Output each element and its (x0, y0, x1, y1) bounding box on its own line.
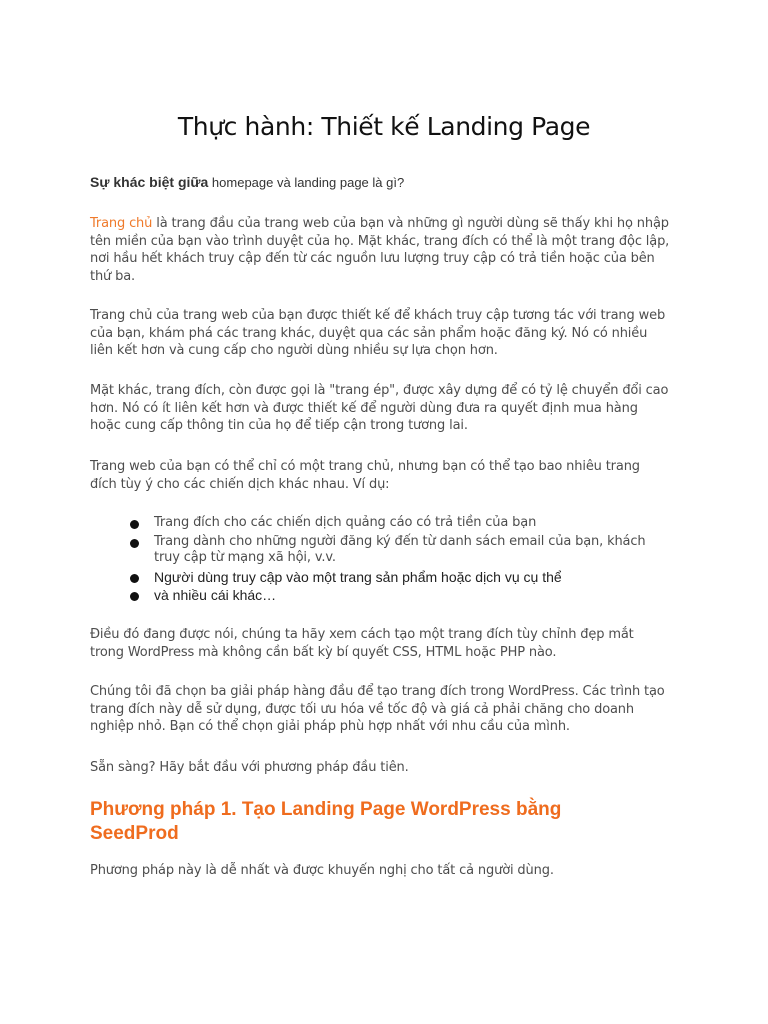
subheading (90, 174, 404, 190)
paragraph-1-text: là trang đầu của trang web của bạn và những gì người dùng sẽ thấy khi họ nhập tên miền của bạn vào trình duyệt của họ. Mặt khác, trang đích có thể là một trang độc lập, nơi hầu hết khách truy cập đến từ các nguồn lưu lượng truy cập có trả tiền hoặc của bên thứ ba. (90, 216, 670, 284)
paragraph-8: Phương pháp này là dễ nhất và được khuyến nghị cho tất cả người dùng. (90, 863, 554, 878)
list-item-text: Người dùng truy cập vào một trang sản phẩm hoặc dịch vụ cụ thể (154, 568, 562, 585)
paragraph-1 (90, 215, 670, 285)
list-item (130, 534, 670, 567)
bullet-dot-icon (130, 592, 139, 601)
list-item-text: và nhiều cái khác… (154, 587, 277, 603)
paragraph-7: Sẵn sàng? Hãy bắt đầu với phương pháp đầu tiên. (90, 760, 409, 775)
page-title: Thực hành: Thiết kế Landing Page (177, 112, 591, 141)
list-item (130, 515, 670, 532)
paragraph-3: Mặt khác, trang đích, còn được gọi là "trang ép", được xây dựng để có tỷ lệ chuyển đổi cao hơn. Nó có ít liên kết hơn và được thiết kế để người dùng đưa ra quyết định mua hàng hoặc cung cấp thông tin của họ để tiếp cận trong tương lai. (90, 383, 669, 433)
paragraph-6: Chúng tôi đã chọn ba giải pháp hàng đầu để tạo trang đích trong WordPress. Các trình tạo trang đích này dễ sử dụng, được tối ưu hóa về tốc độ và giá cả phải chăng cho doanh nghiệp nhỏ. Bạn có thể chọn giải pháp phù hợp nhất với nhu cầu của mình. (90, 684, 665, 734)
homepage-link[interactable]: Trang chủ (90, 216, 153, 231)
subheading-bold: Sự khác biệt giữa (90, 174, 209, 190)
list-item (130, 587, 670, 604)
subheading-rest: homepage và landing page là gì? (208, 175, 405, 190)
paragraph-5: Điều đó đang được nói, chúng ta hãy xem cách tạo một trang đích tùy chỉnh đẹp mắt trong WordPress mà không cần bất kỳ bí quyết CSS, HTML hoặc PHP nào. (90, 627, 634, 660)
paragraph-4: Trang web của bạn có thể chỉ có một trang chủ, nhưng bạn có thể tạo bao nhiêu trang đích tùy ý cho các chiến dịch khác nhau. Ví dụ: (90, 459, 640, 492)
list-item (130, 569, 670, 586)
list-item-text: Trang đích cho các chiến dịch quảng cáo có trả tiền của bạn (154, 515, 537, 530)
bullet-dot-icon (130, 539, 139, 548)
section-heading: Phương pháp 1. Tạo Landing Page WordPress bằng SeedProd (90, 799, 562, 844)
bullet-dot-icon (130, 574, 139, 583)
paragraph-2: Trang chủ của trang web của bạn được thiết kế để khách truy cập tương tác với trang web của bạn, khám phá các trang khác, duyệt qua các sản phẩm hoặc đăng ký. Nó có nhiều liên kết hơn và cung cấp cho người dùng nhiều sự lựa chọn hơn. (90, 308, 666, 358)
list-item-text: Trang dành cho những người đăng ký đến từ danh sách email của bạn, khách truy cập từ mạng xã hội, v.v. (154, 533, 646, 565)
bullet-list (130, 515, 670, 606)
bullet-dot-icon (130, 520, 139, 529)
